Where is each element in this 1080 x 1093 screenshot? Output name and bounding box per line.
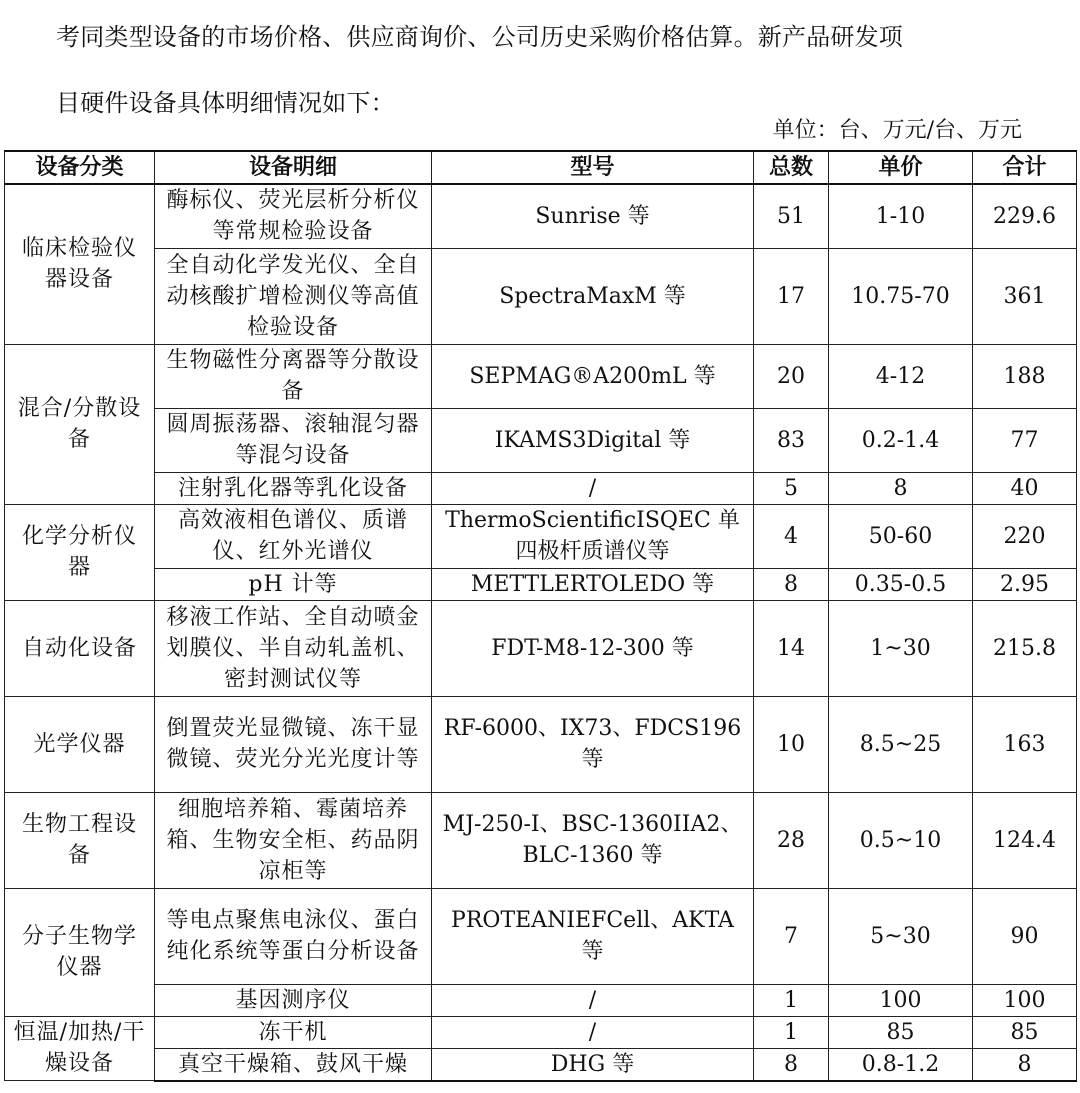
cell-count: 10 bbox=[754, 696, 829, 792]
cell-category: 生物工程设备 bbox=[5, 792, 155, 888]
cell-total: 124.4 bbox=[973, 792, 1077, 888]
header-detail: 设备明细 bbox=[155, 151, 432, 184]
cell-total: 85 bbox=[973, 1016, 1077, 1048]
cell-count: 1 bbox=[754, 984, 829, 1016]
cell-unit-price: 100 bbox=[829, 984, 973, 1016]
header-model: 型号 bbox=[432, 151, 754, 184]
cell-total: 2.95 bbox=[973, 568, 1077, 600]
cell-model: FDT-M8-12-300 等 bbox=[432, 600, 754, 696]
cell-count: 5 bbox=[754, 472, 829, 504]
cell-model: / bbox=[432, 472, 754, 504]
cell-total: 100 bbox=[973, 984, 1077, 1016]
cell-unit-price: 5~30 bbox=[829, 888, 973, 984]
intro-line-2: 目硬件设备具体明细情况如下： bbox=[56, 89, 395, 117]
table-row bbox=[5, 1048, 1077, 1081]
cell-total: 361 bbox=[973, 248, 1077, 344]
table-row bbox=[5, 792, 1077, 888]
table-header-row bbox=[5, 151, 1077, 184]
table-row bbox=[5, 408, 1077, 472]
cell-unit-price: 1-10 bbox=[829, 184, 973, 248]
table-row bbox=[5, 696, 1077, 792]
cell-model: MJ-250-I、BSC-1360IIA2、BLC-1360 等 bbox=[432, 792, 754, 888]
cell-unit-price: 10.75-70 bbox=[829, 248, 973, 344]
cell-detail: 全自动化学发光仪、全自动核酸扩增检测仪等高值检验设备 bbox=[155, 248, 432, 344]
cell-unit-price: 8.5~25 bbox=[829, 696, 973, 792]
cell-count: 8 bbox=[754, 1048, 829, 1081]
cell-count: 1 bbox=[754, 1016, 829, 1048]
cell-unit-price: 0.8-1.2 bbox=[829, 1048, 973, 1081]
table-row bbox=[5, 248, 1077, 344]
header-count: 总数 bbox=[754, 151, 829, 184]
cell-detail: 等电点聚焦电泳仪、蛋白纯化系统等蛋白分析设备 bbox=[155, 888, 432, 984]
cell-detail: 倒置荧光显微镜、冻干显微镜、荧光分光光度计等 bbox=[155, 696, 432, 792]
header-category: 设备分类 bbox=[5, 151, 155, 184]
cell-detail: 生物磁性分离器等分散设备 bbox=[155, 344, 432, 408]
table-row bbox=[5, 344, 1077, 408]
cell-detail: 真空干燥箱、鼓风干燥 bbox=[155, 1048, 432, 1081]
cell-model: DHG 等 bbox=[432, 1048, 754, 1081]
cell-count: 83 bbox=[754, 408, 829, 472]
cell-count: 4 bbox=[754, 504, 829, 568]
cell-model: / bbox=[432, 1016, 754, 1048]
header-unit-price: 单价 bbox=[829, 151, 973, 184]
cell-count: 51 bbox=[754, 184, 829, 248]
cell-unit-price: 8 bbox=[829, 472, 973, 504]
cell-detail: 细胞培养箱、霉菌培养箱、生物安全柜、药品阴凉柜等 bbox=[155, 792, 432, 888]
cell-unit-price: 50-60 bbox=[829, 504, 973, 568]
table-body bbox=[5, 184, 1077, 1081]
cell-detail: 酶标仪、荧光层析分析仪等常规检验设备 bbox=[155, 184, 432, 248]
cell-model: SEPMAG®A200mL 等 bbox=[432, 344, 754, 408]
cell-unit-price: 1~30 bbox=[829, 600, 973, 696]
cell-count: 7 bbox=[754, 888, 829, 984]
cell-category: 分子生物学仪器 bbox=[5, 888, 155, 1016]
cell-detail: pH 计等 bbox=[155, 568, 432, 600]
cell-model: PROTEANIEFCell、AKTA 等 bbox=[432, 888, 754, 984]
cell-category: 化学分析仪器 bbox=[5, 504, 155, 600]
equipment-table bbox=[4, 150, 1077, 1082]
table-row bbox=[5, 888, 1077, 984]
table-row bbox=[5, 568, 1077, 600]
cell-model: Sunrise 等 bbox=[432, 184, 754, 248]
cell-total: 77 bbox=[973, 408, 1077, 472]
cell-count: 28 bbox=[754, 792, 829, 888]
cell-detail: 高效液相色谱仪、质谱仪、红外光谱仪 bbox=[155, 504, 432, 568]
cell-detail: 基因测序仪 bbox=[155, 984, 432, 1016]
cell-detail: 移液工作站、全自动喷金划膜仪、半自动轧盖机、密封测试仪等 bbox=[155, 600, 432, 696]
cell-category: 自动化设备 bbox=[5, 600, 155, 696]
intro-line-1: 考同类型设备的市场价格、供应商询价、公司历史采购价格估算。新产品研发项 bbox=[56, 23, 903, 51]
cell-count: 14 bbox=[754, 600, 829, 696]
header-total: 合计 bbox=[973, 151, 1077, 184]
cell-count: 17 bbox=[754, 248, 829, 344]
cell-unit-price: 4-12 bbox=[829, 344, 973, 408]
cell-detail: 注射乳化器等乳化设备 bbox=[155, 472, 432, 504]
cell-total: 229.6 bbox=[973, 184, 1077, 248]
table-row bbox=[5, 1016, 1077, 1048]
unit-note: 单位：台、万元/台、万元 bbox=[772, 118, 1022, 143]
cell-count: 8 bbox=[754, 568, 829, 600]
cell-category: 混合/分散设备 bbox=[5, 344, 155, 504]
cell-category: 临床检验仪器设备 bbox=[5, 184, 155, 344]
cell-unit-price: 85 bbox=[829, 1016, 973, 1048]
cell-total: 220 bbox=[973, 504, 1077, 568]
cell-model: METTLERTOLEDO 等 bbox=[432, 568, 754, 600]
table-row bbox=[5, 984, 1077, 1016]
cell-model: SpectraMaxM 等 bbox=[432, 248, 754, 344]
cell-category: 恒温/加热/干燥设备 bbox=[5, 1016, 155, 1081]
table-row bbox=[5, 472, 1077, 504]
cell-model: ThermoScientificISQEC 单四极杆质谱仪等 bbox=[432, 504, 754, 568]
cell-model: / bbox=[432, 984, 754, 1016]
table-row bbox=[5, 600, 1077, 696]
cell-unit-price: 0.35-0.5 bbox=[829, 568, 973, 600]
cell-count: 20 bbox=[754, 344, 829, 408]
cell-model: IKAMS3Digital 等 bbox=[432, 408, 754, 472]
cell-detail: 冻干机 bbox=[155, 1016, 432, 1048]
cell-category: 光学仪器 bbox=[5, 696, 155, 792]
cell-total: 8 bbox=[973, 1048, 1077, 1081]
cell-total: 40 bbox=[973, 472, 1077, 504]
table-row bbox=[5, 504, 1077, 568]
table-row bbox=[5, 184, 1077, 248]
cell-unit-price: 0.5~10 bbox=[829, 792, 973, 888]
cell-total: 90 bbox=[973, 888, 1077, 984]
cell-detail: 圆周振荡器、滚轴混匀器等混匀设备 bbox=[155, 408, 432, 472]
cell-model: RF-6000、IX73、FDCS196 等 bbox=[432, 696, 754, 792]
cell-total: 163 bbox=[973, 696, 1077, 792]
cell-unit-price: 0.2-1.4 bbox=[829, 408, 973, 472]
cell-total: 188 bbox=[973, 344, 1077, 408]
cell-total: 215.8 bbox=[973, 600, 1077, 696]
